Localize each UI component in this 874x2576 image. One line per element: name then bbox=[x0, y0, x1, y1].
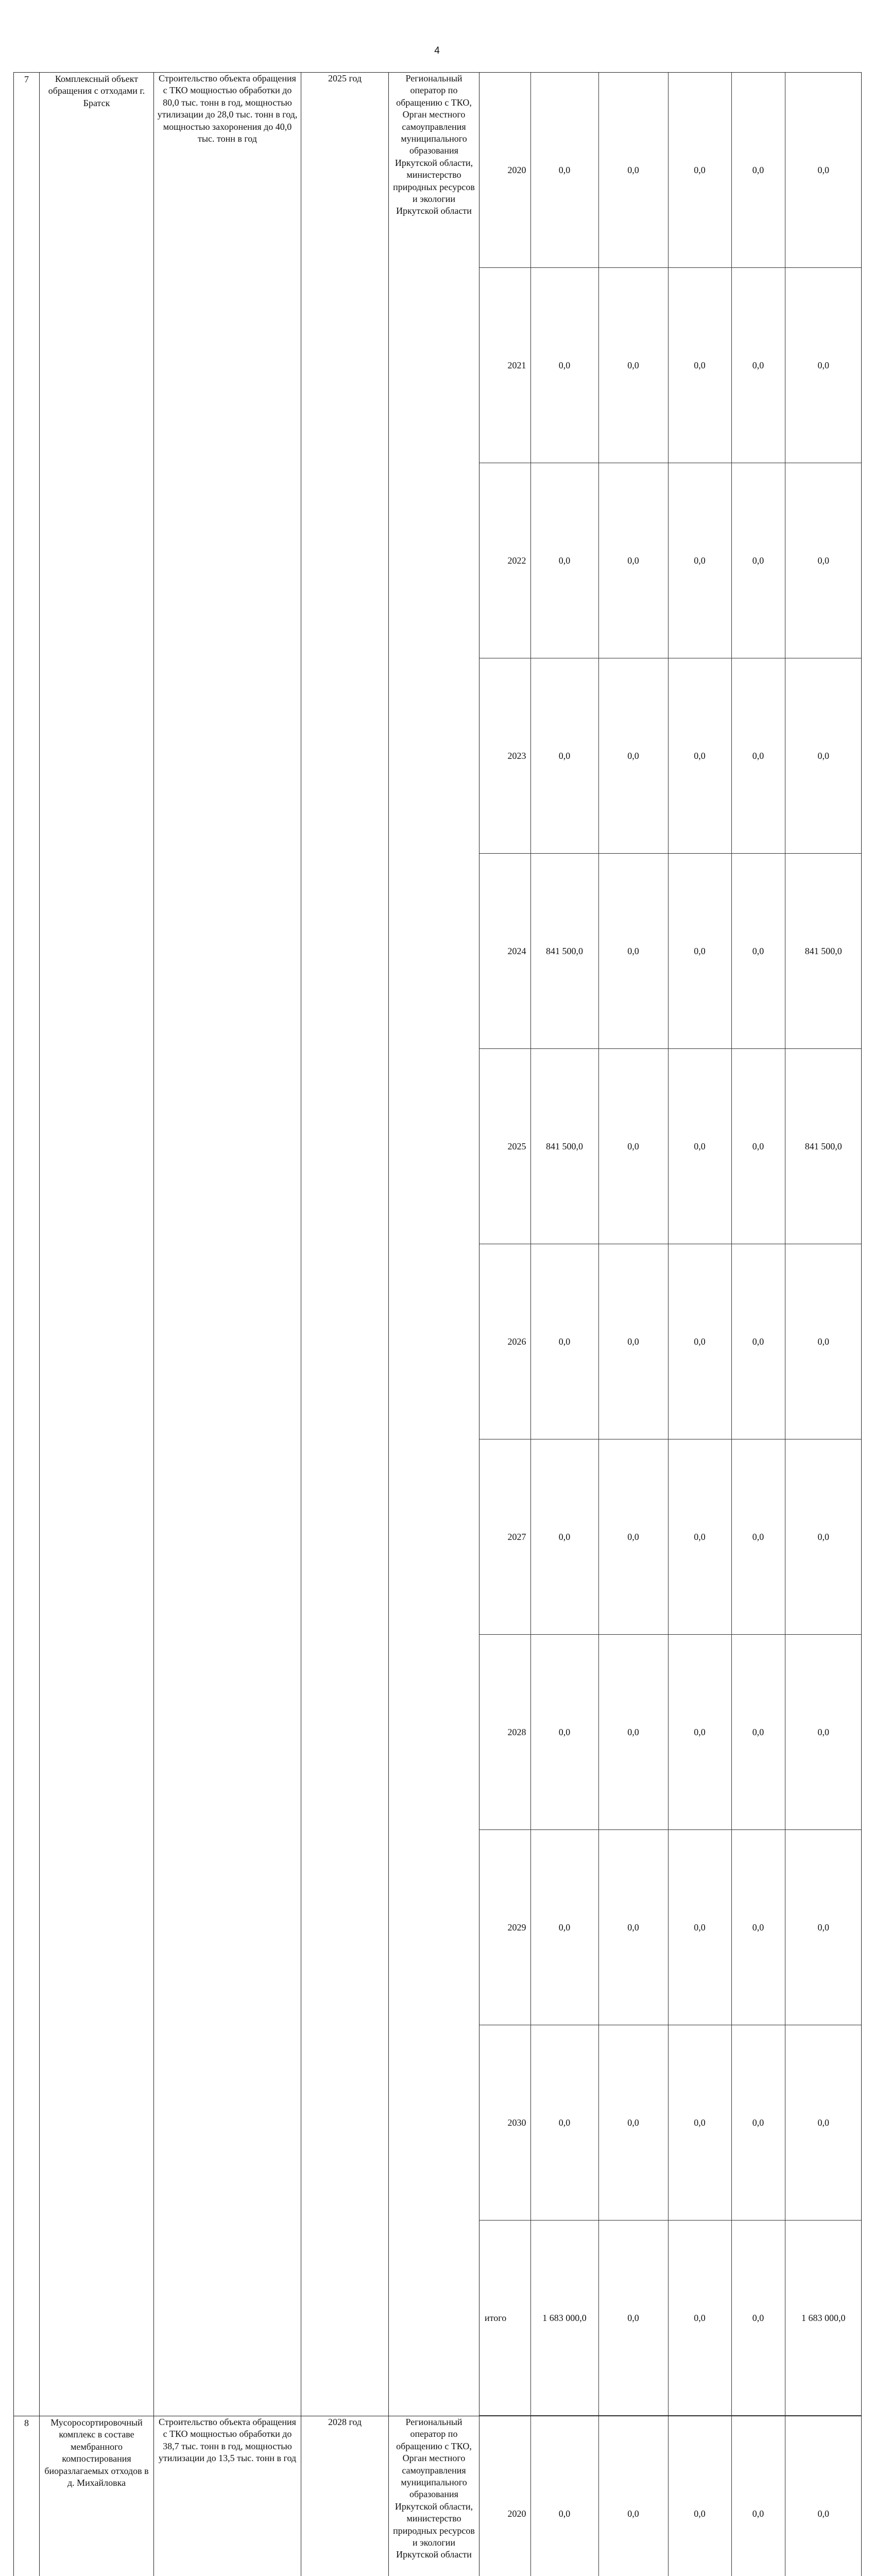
funding-value: 0,0 bbox=[731, 1830, 785, 2025]
funding-value: 0,0 bbox=[731, 1439, 785, 1635]
funding-value: 0,0 bbox=[598, 2025, 668, 2221]
funding-value: 0,0 bbox=[668, 463, 731, 658]
year-row bbox=[479, 854, 862, 1049]
table-row bbox=[14, 2416, 862, 2576]
year-row bbox=[479, 1830, 862, 2025]
funding-value: 0,0 bbox=[598, 1830, 668, 2025]
year-row bbox=[479, 1049, 862, 1244]
funding-value: 0,0 bbox=[731, 1635, 785, 1830]
total-value: 0,0 bbox=[785, 1244, 862, 1439]
total-value: 0,0 bbox=[785, 1439, 862, 1635]
deadline: 2028 год bbox=[301, 2416, 389, 2576]
year-row bbox=[479, 1635, 862, 1830]
funding-table bbox=[479, 73, 862, 2416]
funding-value: 0,0 bbox=[668, 1244, 731, 1439]
funding-value: 0,0 bbox=[598, 2416, 668, 2576]
funding-value: 0,0 bbox=[668, 2221, 731, 2416]
funding-value: 0,0 bbox=[731, 1244, 785, 1439]
funding-value: 0,0 bbox=[668, 1439, 731, 1635]
total-value: 0,0 bbox=[785, 2416, 862, 2576]
funding-value: 0,0 bbox=[530, 1244, 598, 1439]
funding-value: 841 500,0 bbox=[530, 854, 598, 1049]
funding-cell bbox=[479, 73, 862, 2416]
page-number: 4 bbox=[0, 45, 874, 57]
funding-value: 0,0 bbox=[598, 854, 668, 1049]
funding-table bbox=[479, 2416, 862, 2576]
deadline: 2025 год bbox=[301, 73, 389, 2416]
object-name: Мусоросортировочный комплекс в составе мембранного компостирования биоразлагаемых отходов в д. Михайловка bbox=[40, 2416, 154, 2576]
funding-value: 0,0 bbox=[668, 1049, 731, 1244]
year-row bbox=[479, 2025, 862, 2221]
funding-value: 1 683 000,0 bbox=[530, 2221, 598, 2416]
year-label: 2024 bbox=[479, 854, 530, 1049]
total-value: 1 683 000,0 bbox=[785, 2221, 862, 2416]
year-label: 2029 bbox=[479, 1830, 530, 2025]
year-row bbox=[479, 73, 862, 268]
funding-value: 0,0 bbox=[598, 463, 668, 658]
year-label: 2023 bbox=[479, 658, 530, 854]
funding-value: 0,0 bbox=[731, 2025, 785, 2221]
row-number: 7 bbox=[14, 73, 40, 2416]
year-row bbox=[479, 2221, 862, 2416]
year-row bbox=[479, 463, 862, 658]
funding-value: 0,0 bbox=[530, 1830, 598, 2025]
responsible: Региональный оператор по обращению с ТКО, Орган местного самоуправления муниципального образования Иркутской области, министерство природных ресурсов и экологии Иркутской области bbox=[389, 73, 479, 2416]
funding-value: 0,0 bbox=[530, 1439, 598, 1635]
total-value: 0,0 bbox=[785, 658, 862, 854]
funding-value: 0,0 bbox=[731, 73, 785, 268]
year-row bbox=[479, 1439, 862, 1635]
year-label: итого bbox=[479, 2221, 530, 2416]
object-name: Комплексный объект обращения с отходами г. Братск bbox=[40, 73, 154, 2416]
total-value: 0,0 bbox=[785, 1635, 862, 1830]
funding-value: 0,0 bbox=[598, 658, 668, 854]
year-label: 2030 bbox=[479, 2025, 530, 2221]
funding-value: 0,0 bbox=[668, 268, 731, 463]
year-label: 2025 bbox=[479, 1049, 530, 1244]
total-value: 0,0 bbox=[785, 1830, 862, 2025]
funding-value: 0,0 bbox=[668, 2416, 731, 2576]
total-value: 0,0 bbox=[785, 73, 862, 268]
funding-value: 0,0 bbox=[598, 73, 668, 268]
total-value: 841 500,0 bbox=[785, 854, 862, 1049]
funding-value: 0,0 bbox=[598, 2221, 668, 2416]
funding-value: 0,0 bbox=[668, 658, 731, 854]
funding-value: 0,0 bbox=[530, 268, 598, 463]
funding-value: 0,0 bbox=[598, 1049, 668, 1244]
year-label: 2020 bbox=[479, 73, 530, 268]
total-value: 0,0 bbox=[785, 463, 862, 658]
year-row bbox=[479, 1244, 862, 1439]
funding-value: 0,0 bbox=[530, 658, 598, 854]
year-label: 2022 bbox=[479, 463, 530, 658]
total-value: 0,0 bbox=[785, 2025, 862, 2221]
funding-value: 0,0 bbox=[668, 73, 731, 268]
funding-value: 0,0 bbox=[530, 73, 598, 268]
funding-value: 0,0 bbox=[530, 2025, 598, 2221]
funding-value: 0,0 bbox=[668, 854, 731, 1049]
row-number: 8 bbox=[14, 2416, 40, 2576]
funding-value: 0,0 bbox=[731, 2221, 785, 2416]
year-row bbox=[479, 268, 862, 463]
funding-value: 0,0 bbox=[598, 1244, 668, 1439]
funding-value: 0,0 bbox=[668, 1830, 731, 2025]
measures-table bbox=[13, 72, 862, 2576]
year-label: 2027 bbox=[479, 1439, 530, 1635]
total-value: 0,0 bbox=[785, 268, 862, 463]
funding-value: 0,0 bbox=[668, 1635, 731, 1830]
year-label: 2021 bbox=[479, 268, 530, 463]
funding-value: 0,0 bbox=[731, 658, 785, 854]
funding-value: 0,0 bbox=[668, 2025, 731, 2221]
funding-value: 0,0 bbox=[731, 1049, 785, 1244]
year-label: 2028 bbox=[479, 1635, 530, 1830]
funding-value: 0,0 bbox=[530, 1635, 598, 1830]
funding-value: 0,0 bbox=[598, 1439, 668, 1635]
funding-value: 0,0 bbox=[530, 463, 598, 658]
funding-cell bbox=[479, 2416, 862, 2576]
funding-value: 0,0 bbox=[731, 854, 785, 1049]
funding-value: 0,0 bbox=[731, 463, 785, 658]
year-label: 2026 bbox=[479, 1244, 530, 1439]
object-description: Строительство объекта обращения с ТКО мощностью обработки до 38,7 тыс. тонн в год, мощностью утилизации до 13,5 тыс. тонн в год bbox=[154, 2416, 301, 2576]
funding-value: 0,0 bbox=[598, 1635, 668, 1830]
year-row bbox=[479, 658, 862, 854]
funding-value: 0,0 bbox=[731, 2416, 785, 2576]
responsible: Региональный оператор по обращению с ТКО, Орган местного самоуправления муниципального образования Иркутской области, министерство природных ресурсов и экологии Иркутской области bbox=[389, 2416, 479, 2576]
funding-value: 0,0 bbox=[530, 2416, 598, 2576]
year-label: 2020 bbox=[479, 2416, 530, 2576]
funding-value: 841 500,0 bbox=[530, 1049, 598, 1244]
object-description: Строительство объекта обращения с ТКО мощностью обработки до 80,0 тыс. тонн в год, мощностью утилизации до 28,0 тыс. тонн в год, мощностью захоронения до 40,0 тыс. тонн в год bbox=[154, 73, 301, 2416]
table-row bbox=[14, 73, 862, 2416]
funding-value: 0,0 bbox=[731, 268, 785, 463]
total-value: 841 500,0 bbox=[785, 1049, 862, 1244]
funding-value: 0,0 bbox=[598, 268, 668, 463]
year-row bbox=[479, 2416, 862, 2576]
